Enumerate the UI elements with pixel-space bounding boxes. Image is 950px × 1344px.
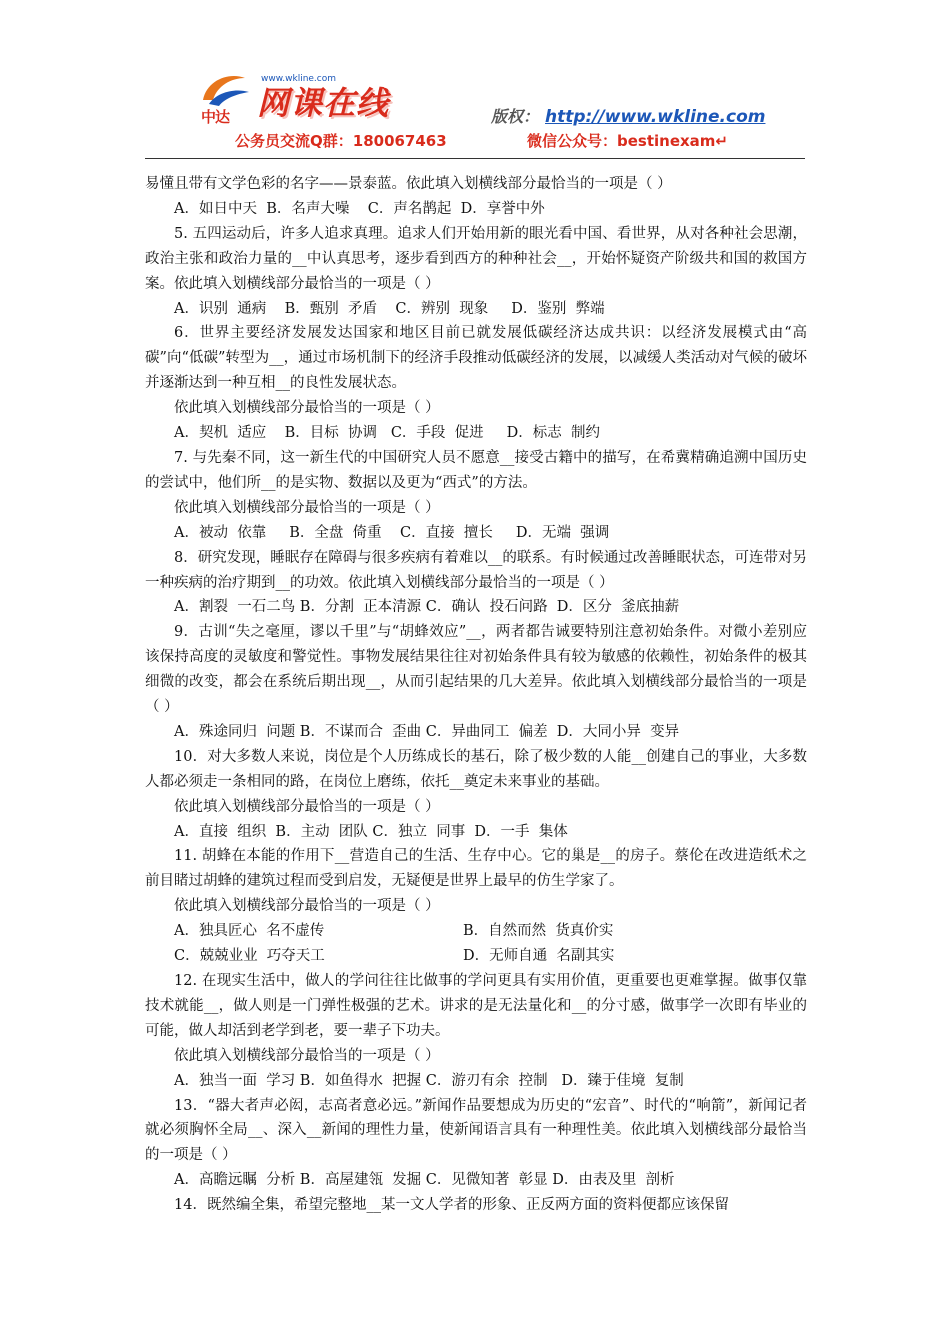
question-paragraph: 5. 五四运动后，许多人追求真理。追求人们开始用新的眼光看中国、看世界，从对各种社会思潮，政治主张和政治力量的__中认真思考，逐步看到西方的种种社会__，开始怀疑资产阶级共和国的救国方案。依此填入划横线部分最恰当的一项是（ ） xyxy=(145,225,807,292)
option-right: B．自然而然 货真价实 xyxy=(463,923,614,940)
question-paragraph: 依此填入划横线部分最恰当的一项是（ ） xyxy=(174,400,440,417)
answer-options: A．独当一面 学习 B．如鱼得水 把握 C．游刃有余 控制 D．臻于佳境 复制 xyxy=(174,1072,684,1089)
question-paragraph: 10．对大多数人来说，岗位是个人历练成长的基石，除了极少数的人能__创建自己的事业，大多数人都必须走一条相同的路，在岗位上磨练，依托__奠定未来事业的基础。 xyxy=(145,748,807,790)
brand-name: 中达 xyxy=(201,108,230,126)
answer-options: A．契机 适应 B．目标 协调 C．手段 促进 D．标志 制约 xyxy=(174,425,601,442)
logo-url: www.wkline.com xyxy=(261,74,337,84)
copyright xyxy=(491,104,765,127)
brand-title: 网课在线 xyxy=(257,84,390,122)
question-paragraph: 14．既然编全集，希望完整地__某一文人学者的形象、正反两方面的资料便都应该保留 xyxy=(174,1197,729,1214)
question-paragraph: 依此填入划横线部分最恰当的一项是（ ） xyxy=(174,798,440,815)
answer-options: A．高瞻远瞩 分析 B．高屋建瓴 发掘 C．见微知著 彰显 D．由表及里 剖析 xyxy=(174,1172,675,1189)
option-left: A．独具匠心 名不虚传 xyxy=(174,923,325,940)
option-right: D．无师自通 名副其实 xyxy=(463,948,615,965)
answer-options xyxy=(145,919,807,944)
question-paragraph: 12. 在现实生活中，做人的学问往往比做事的学问更具有实用价值，更重要也更难掌握。做事仅靠技术就能__，做人则是一门弹性极强的艺术。讲求的是无法量化和__的分寸感，做事学一次即有毕业的可能，做人却活到老学到老，要一辈子下功夫。 xyxy=(145,973,807,1039)
qq-group: 公务员交流Q群：180067463 xyxy=(235,132,447,150)
answer-options: A．殊途同归 问题 B．不谋而合 歪曲 C．异曲同工 偏差 D．大同小异 变异 xyxy=(174,723,680,740)
answer-options: A．被动 依靠 B．全盘 倚重 C．直接 擅长 D．无端 强调 xyxy=(174,524,610,541)
question-paragraph: 6．世界主要经济发展发达国家和地区目前已就发展低碳经济达成共识：以经济发展模式由“高碳”向“低碳”转型为__，通过市场机制下的经济手段推动低碳经济的发展，以减缓人类活动对气候的破坏并逐渐达到一种互相__的良性发展状态。 xyxy=(145,325,807,392)
question-paragraph: 依此填入划横线部分最恰当的一项是（ ） xyxy=(174,1047,440,1064)
option-left: C．兢兢业业 巧夺天工 xyxy=(174,948,325,965)
question-paragraph: 11. 胡蜂在本能的作用下__营造自己的生活、生存中心。它的巢是__的房子。蔡伦在改进造纸术之前目睹过胡蜂的建筑过程而受到启发，无疑便是世界上最早的仿生学家了。 xyxy=(145,848,807,890)
document-body xyxy=(145,172,807,1218)
copyright-label: 版权： xyxy=(491,107,540,126)
paragraph-continuation: 易懂且带有文学色彩的名字——景泰蓝。依此填入划横线部分最恰当的一项是（ ） xyxy=(145,176,672,192)
question-paragraph: 9．古训“失之毫厘，谬以千里”与“胡蜂效应”__，两者都告诫要特别注意初始条件。对微小差别应该保持高度的灵敏度和警觉性。事物发展结果往往对初始条件具有较为敏感的依赖性，初始条件的极其细微的改变，都会在系统后期出现__，从而引起结果的几大差异。依此填入划横线部分最恰当的一项是（ ） xyxy=(145,624,807,716)
answer-options: A．割裂 一石二鸟 B．分割 正本清源 C．确认 投石问路 D．区分 釜底抽薪 xyxy=(174,599,680,616)
page-header xyxy=(145,60,810,160)
answer-options: A．如日中天 B．名声大噪 C．声名鹊起 D．享誉中外 xyxy=(174,200,545,217)
answer-options xyxy=(145,944,807,969)
question-paragraph: 13．“器大者声必闳，志高者意必远。”新闻作品要想成为历史的“宏音”、时代的“响箭”，新闻记者就必须胸怀全局__、深入__新闻的理性力量，使新闻语言具有一种理性美。依此填入划横线部分最恰当的一项是（ ） xyxy=(145,1097,807,1164)
copyright-link[interactable]: http://www.wkline.com xyxy=(545,107,766,127)
question-paragraph: 依此填入划横线部分最恰当的一项是（ ） xyxy=(174,898,440,915)
answer-options: A．识别 通病 B．甄别 矛盾 C．辨别 现象 D．鉴别 弊端 xyxy=(174,300,605,317)
answer-options: A．直接 组织 B．主动 团队 C．独立 同事 D．一手 集体 xyxy=(174,823,568,840)
brand-logo[interactable] xyxy=(195,70,495,130)
question-paragraph: 7. 与先秦不同，这一新生代的中国研究人员不愿意__接受古籍中的描写，在希冀精确追溯中国历史的尝试中，他们所__的是实物、数据以及更为“西式”的方法。 xyxy=(145,449,807,491)
wechat-account: 微信公众号：bestinexam↵ xyxy=(527,132,728,150)
question-paragraph: 8．研究发现，睡眠存在障碍与很多疾病有着难以__的联系。有时候通过改善睡眠状态，可连带对另一种疾病的治疗期到__的功效。依此填入划横线部分最恰当的一项是（ ） xyxy=(145,549,807,591)
question-paragraph: 依此填入划横线部分最恰当的一项是（ ） xyxy=(174,499,440,516)
header-divider xyxy=(145,158,805,159)
